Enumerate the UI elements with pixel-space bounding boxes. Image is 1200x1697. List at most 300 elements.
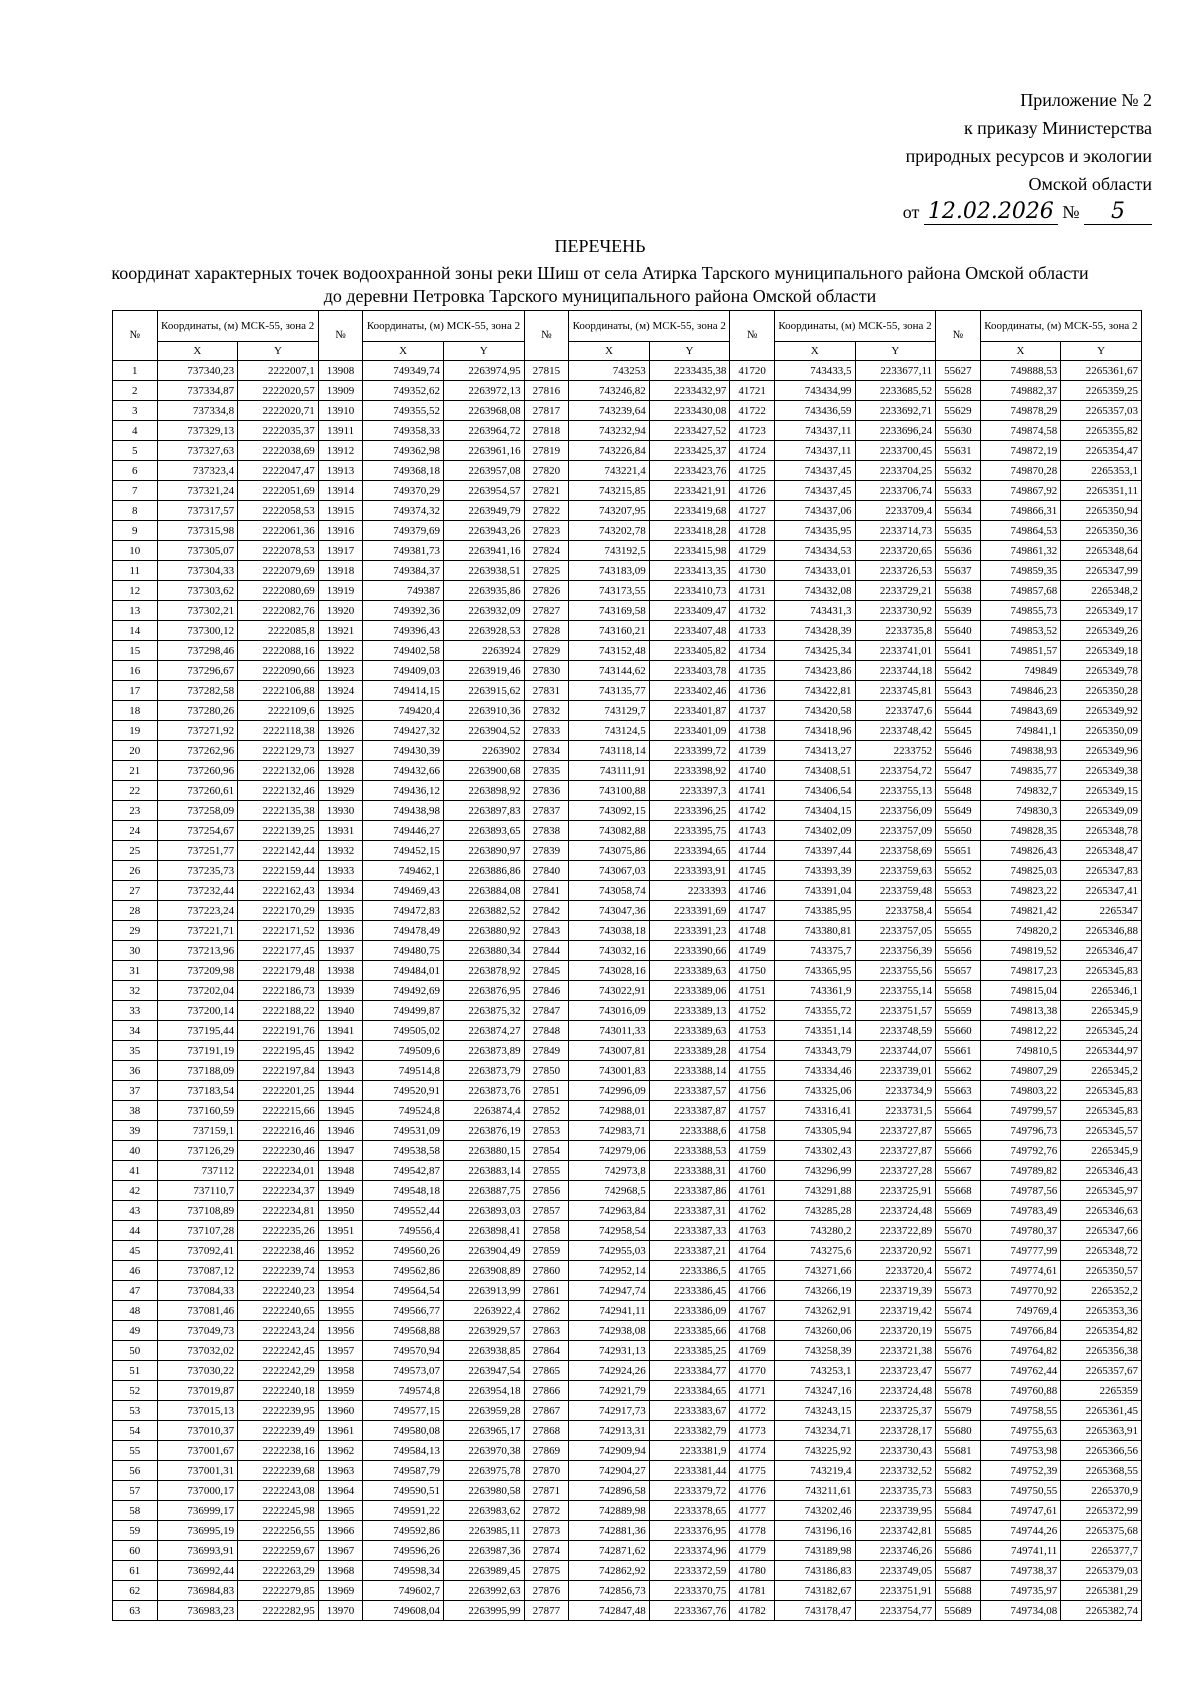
point-num-cell: 39	[113, 1121, 158, 1141]
x-coord-cell: 742871,62	[569, 1541, 650, 1561]
x-coord-cell: 743075,86	[569, 841, 650, 861]
x-coord-cell: 743253	[569, 361, 650, 381]
x-coord-cell: 742909,94	[569, 1441, 650, 1461]
y-coord-cell: 2233730,43	[855, 1441, 936, 1461]
x-coord-cell: 749755,63	[980, 1421, 1061, 1441]
point-num-cell: 41752	[730, 1001, 775, 1021]
y-coord-cell: 2263902	[443, 741, 524, 761]
table-row	[113, 521, 1142, 541]
y-coord-cell: 2263880,34	[443, 941, 524, 961]
x-coord-cell: 749573,07	[363, 1361, 444, 1381]
y-coord-cell: 2222177,45	[238, 941, 319, 961]
point-num-cell: 55687	[936, 1561, 981, 1581]
point-num-cell: 55628	[936, 381, 981, 401]
x-coord-cell: 749587,79	[363, 1461, 444, 1481]
y-coord-cell: 2233435,38	[649, 361, 730, 381]
x-coord-cell: 749484,01	[363, 961, 444, 981]
y-coord-cell: 2265345,9	[1061, 1001, 1142, 1021]
x-coord-cell: 737188,09	[157, 1061, 238, 1081]
x-coord-cell: 749792,76	[980, 1141, 1061, 1161]
x-coord-cell: 742931,13	[569, 1341, 650, 1361]
x-coord-cell: 743365,95	[774, 961, 855, 981]
y-coord-cell: 2265347	[1061, 901, 1142, 921]
point-num-cell: 27855	[524, 1161, 569, 1181]
x-coord-cell: 736999,17	[157, 1501, 238, 1521]
y-coord-cell: 2263949,79	[443, 501, 524, 521]
y-coord-cell: 2233393,91	[649, 861, 730, 881]
y-coord-cell: 2233704,25	[855, 461, 936, 481]
y-coord-cell: 2233387,31	[649, 1201, 730, 1221]
num-header: №	[524, 311, 569, 361]
x-coord-cell: 749758,55	[980, 1401, 1061, 1421]
point-num-cell: 41758	[730, 1121, 775, 1141]
y-coord-cell: 2263880,15	[443, 1141, 524, 1161]
point-num-cell: 55689	[936, 1601, 981, 1621]
y-coord-cell: 2233751,57	[855, 1001, 936, 1021]
y-coord-cell: 2263908,89	[443, 1261, 524, 1281]
x-coord-cell: 749436,12	[363, 781, 444, 801]
point-num-cell: 27822	[524, 501, 569, 521]
x-coord-cell: 749770,92	[980, 1281, 1061, 1301]
point-num-cell: 37	[113, 1081, 158, 1101]
y-coord-cell: 2263938,85	[443, 1341, 524, 1361]
point-num-cell: 55639	[936, 601, 981, 621]
point-num-cell: 41735	[730, 661, 775, 681]
x-header: X	[363, 342, 444, 361]
x-coord-cell: 737327,63	[157, 441, 238, 461]
y-coord-cell: 2222162,43	[238, 881, 319, 901]
y-coord-cell: 2233391,69	[649, 901, 730, 921]
point-num-cell: 27866	[524, 1381, 569, 1401]
y-coord-cell: 2233727,87	[855, 1141, 936, 1161]
x-coord-cell: 749538,58	[363, 1141, 444, 1161]
table-row	[113, 881, 1142, 901]
table-row	[113, 1221, 1142, 1241]
point-num-cell: 41759	[730, 1141, 775, 1161]
y-coord-cell: 2265354,47	[1061, 441, 1142, 461]
x-coord-cell: 743355,72	[774, 1001, 855, 1021]
point-num-cell: 27833	[524, 721, 569, 741]
point-num-cell: 27841	[524, 881, 569, 901]
y-coord-cell: 2263897,83	[443, 801, 524, 821]
y-coord-cell: 2233692,71	[855, 401, 936, 421]
point-num-cell: 55656	[936, 941, 981, 961]
x-coord-cell: 742958,54	[569, 1221, 650, 1241]
y-coord-cell: 2263890,97	[443, 841, 524, 861]
x-coord-cell: 737191,19	[157, 1041, 238, 1061]
x-coord-cell: 749861,32	[980, 541, 1061, 561]
num-header: №	[730, 311, 775, 361]
point-num-cell: 55677	[936, 1361, 981, 1381]
y-coord-cell: 2265357,03	[1061, 401, 1142, 421]
point-num-cell: 55629	[936, 401, 981, 421]
table-row	[113, 581, 1142, 601]
point-num-cell: 27	[113, 881, 158, 901]
point-num-cell: 27844	[524, 941, 569, 961]
y-coord-cell: 2265372,99	[1061, 1501, 1142, 1521]
point-num-cell: 27826	[524, 581, 569, 601]
point-num-cell: 41755	[730, 1061, 775, 1081]
y-coord-cell: 2222020,57	[238, 381, 319, 401]
x-coord-cell: 737251,77	[157, 841, 238, 861]
point-num-cell: 27821	[524, 481, 569, 501]
x-coord-cell: 749492,69	[363, 981, 444, 1001]
point-num-cell: 55650	[936, 821, 981, 841]
point-num-cell: 41760	[730, 1161, 775, 1181]
point-num-cell: 27825	[524, 561, 569, 581]
y-coord-cell: 2233756,39	[855, 941, 936, 961]
point-num-cell: 27852	[524, 1101, 569, 1121]
point-num-cell: 41730	[730, 561, 775, 581]
y-coord-cell: 2233401,87	[649, 701, 730, 721]
y-coord-cell: 2233754,72	[855, 761, 936, 781]
point-num-cell: 55665	[936, 1121, 981, 1141]
y-coord-cell: 2263972,13	[443, 381, 524, 401]
point-num-cell: 55630	[936, 421, 981, 441]
y-coord-cell: 2263938,51	[443, 561, 524, 581]
point-num-cell: 23	[113, 801, 158, 821]
y-coord-cell: 2265346,63	[1061, 1201, 1142, 1221]
point-num-cell: 41776	[730, 1481, 775, 1501]
x-coord-cell: 749438,98	[363, 801, 444, 821]
table-row	[113, 481, 1142, 501]
y-coord-cell: 2265349,96	[1061, 741, 1142, 761]
x-coord-cell: 743316,41	[774, 1101, 855, 1121]
table-row	[113, 1181, 1142, 1201]
y-coord-cell: 2233729,21	[855, 581, 936, 601]
y-coord-cell: 2263880,92	[443, 921, 524, 941]
x-coord-cell: 737213,96	[157, 941, 238, 961]
y-header: Y	[238, 342, 319, 361]
y-coord-cell: 2263992,63	[443, 1581, 524, 1601]
point-num-cell: 55647	[936, 761, 981, 781]
document-title: ПЕРЕЧЕНЬ	[554, 236, 646, 256]
point-num-cell: 13	[113, 601, 158, 621]
point-num-cell: 30	[113, 941, 158, 961]
point-num-cell: 41747	[730, 901, 775, 921]
table-row	[113, 441, 1142, 461]
y-coord-cell: 2263922,4	[443, 1301, 524, 1321]
point-num-cell: 27828	[524, 621, 569, 641]
x-coord-cell: 749379,69	[363, 521, 444, 541]
y-coord-cell: 2265359	[1061, 1381, 1142, 1401]
x-coord-cell: 743262,91	[774, 1301, 855, 1321]
y-coord-cell: 2233370,75	[649, 1581, 730, 1601]
point-num-cell: 27859	[524, 1241, 569, 1261]
y-coord-cell: 2263876,19	[443, 1121, 524, 1141]
x-coord-cell: 743169,58	[569, 601, 650, 621]
point-num-cell: 41	[113, 1161, 158, 1181]
y-coord-cell: 2265349,92	[1061, 701, 1142, 721]
y-coord-cell: 2265349,26	[1061, 621, 1142, 641]
y-coord-cell: 2222239,95	[238, 1401, 319, 1421]
x-header: X	[980, 342, 1061, 361]
x-coord-cell: 749552,44	[363, 1201, 444, 1221]
region-line: Омской области	[1028, 174, 1152, 194]
table-row	[113, 401, 1142, 421]
table-row	[113, 1561, 1142, 1581]
point-num-cell: 55651	[936, 841, 981, 861]
x-coord-cell: 749402,58	[363, 641, 444, 661]
point-num-cell: 34	[113, 1021, 158, 1041]
point-num-cell: 27845	[524, 961, 569, 981]
y-coord-cell: 2233746,26	[855, 1541, 936, 1561]
x-coord-cell: 749828,35	[980, 821, 1061, 841]
x-coord-cell: 743418,96	[774, 721, 855, 741]
x-coord-cell: 749430,39	[363, 741, 444, 761]
table-row	[113, 1381, 1142, 1401]
y-coord-cell: 2265350,36	[1061, 521, 1142, 541]
x-coord-cell: 749882,37	[980, 381, 1061, 401]
x-coord-cell: 743173,55	[569, 581, 650, 601]
x-coord-cell: 743391,04	[774, 881, 855, 901]
point-num-cell: 27869	[524, 1441, 569, 1461]
point-num-cell: 27817	[524, 401, 569, 421]
point-num-cell: 55640	[936, 621, 981, 641]
y-coord-cell: 2233759,48	[855, 881, 936, 901]
point-num-cell: 13940	[318, 1001, 363, 1021]
y-coord-cell: 2233410,73	[649, 581, 730, 601]
x-coord-cell: 737108,89	[157, 1201, 238, 1221]
x-coord-cell: 743207,95	[569, 501, 650, 521]
point-num-cell: 41754	[730, 1041, 775, 1061]
y-coord-cell: 2263876,95	[443, 981, 524, 1001]
point-num-cell: 41722	[730, 401, 775, 421]
x-coord-cell: 749753,98	[980, 1441, 1061, 1461]
x-coord-cell: 749562,86	[363, 1261, 444, 1281]
y-coord-cell: 2233382,79	[649, 1421, 730, 1441]
x-coord-cell: 737202,04	[157, 981, 238, 1001]
y-coord-cell: 2233401,09	[649, 721, 730, 741]
point-num-cell: 27848	[524, 1021, 569, 1041]
ministry-line: природных ресурсов и экологии	[905, 146, 1152, 166]
point-num-cell: 55654	[936, 901, 981, 921]
point-num-cell: 41762	[730, 1201, 775, 1221]
y-coord-cell: 2233415,98	[649, 541, 730, 561]
x-coord-cell: 749821,42	[980, 901, 1061, 921]
y-coord-cell: 2233397,3	[649, 781, 730, 801]
point-num-cell: 27857	[524, 1201, 569, 1221]
x-coord-cell: 737092,41	[157, 1241, 238, 1261]
table-row	[113, 1461, 1142, 1481]
x-coord-cell: 737200,14	[157, 1001, 238, 1021]
x-coord-cell: 749462,1	[363, 861, 444, 881]
table-row	[113, 1061, 1142, 1081]
x-coord-cell: 749384,37	[363, 561, 444, 581]
x-coord-cell: 743100,88	[569, 781, 650, 801]
x-coord-cell: 743433,01	[774, 561, 855, 581]
x-coord-cell: 749734,08	[980, 1601, 1061, 1621]
x-coord-cell: 749427,32	[363, 721, 444, 741]
table-row	[113, 1361, 1142, 1381]
point-num-cell: 59	[113, 1521, 158, 1541]
y-coord-cell: 2265347,66	[1061, 1221, 1142, 1241]
point-num-cell: 41742	[730, 801, 775, 821]
x-coord-cell: 742988,01	[569, 1101, 650, 1121]
y-coord-cell: 2263898,92	[443, 781, 524, 801]
x-coord-cell: 743437,45	[774, 461, 855, 481]
y-coord-cell: 2233383,67	[649, 1401, 730, 1421]
y-coord-cell: 2265349,38	[1061, 761, 1142, 781]
y-coord-cell: 2265346,47	[1061, 941, 1142, 961]
point-num-cell: 41775	[730, 1461, 775, 1481]
table-row	[113, 1441, 1142, 1461]
x-coord-cell: 749819,52	[980, 941, 1061, 961]
x-coord-cell: 749783,49	[980, 1201, 1061, 1221]
y-coord-cell: 2265348,78	[1061, 821, 1142, 841]
table-row	[113, 641, 1142, 661]
y-coord-cell: 2233677,11	[855, 361, 936, 381]
point-num-cell: 41753	[730, 1021, 775, 1041]
x-coord-cell: 743271,66	[774, 1261, 855, 1281]
document-subtitle-line1: координат характерных точек водоохранной зоны реки Шиш от села Атирка Тарского муниципального района Омской области	[111, 263, 1089, 283]
table-row	[113, 1141, 1142, 1161]
y-coord-cell: 2233724,48	[855, 1381, 936, 1401]
table-row	[113, 1481, 1142, 1501]
point-num-cell: 27868	[524, 1421, 569, 1441]
x-coord-cell: 743380,81	[774, 921, 855, 941]
point-num-cell: 27873	[524, 1521, 569, 1541]
point-num-cell: 6	[113, 461, 158, 481]
x-coord-cell: 749817,23	[980, 961, 1061, 981]
x-coord-cell: 737081,46	[157, 1301, 238, 1321]
x-coord-cell: 749414,15	[363, 681, 444, 701]
y-coord-cell: 2263915,62	[443, 681, 524, 701]
table-row	[113, 661, 1142, 681]
table-row	[113, 741, 1142, 761]
table-row	[113, 1041, 1142, 1061]
table-row	[113, 561, 1142, 581]
y-coord-cell: 2233758,4	[855, 901, 936, 921]
y-coord-cell: 2233389,63	[649, 1021, 730, 1041]
y-coord-cell: 2233744,07	[855, 1041, 936, 1061]
point-num-cell: 60	[113, 1541, 158, 1561]
y-coord-cell: 2265346,88	[1061, 921, 1142, 941]
appendix-title: Приложение № 2	[1020, 90, 1152, 110]
point-num-cell: 27823	[524, 521, 569, 541]
x-coord-cell: 743111,91	[569, 761, 650, 781]
y-coord-cell: 2263929,57	[443, 1321, 524, 1341]
y-coord-cell: 2263989,45	[443, 1561, 524, 1581]
point-num-cell: 32	[113, 981, 158, 1001]
y-coord-cell: 2233384,77	[649, 1361, 730, 1381]
x-coord-cell: 749387	[363, 581, 444, 601]
y-coord-cell: 2263959,28	[443, 1401, 524, 1421]
point-num-cell: 13922	[318, 641, 363, 661]
point-num-cell: 2	[113, 381, 158, 401]
x-coord-cell: 749855,73	[980, 601, 1061, 621]
point-num-cell: 41770	[730, 1361, 775, 1381]
x-coord-cell: 749499,87	[363, 1001, 444, 1021]
point-num-cell: 55681	[936, 1441, 981, 1461]
x-coord-cell: 749509,6	[363, 1041, 444, 1061]
y-coord-cell: 2233386,09	[649, 1301, 730, 1321]
y-coord-cell: 2265355,82	[1061, 421, 1142, 441]
x-coord-cell: 743032,16	[569, 941, 650, 961]
x-coord-cell: 749469,43	[363, 881, 444, 901]
x-coord-cell: 743246,82	[569, 381, 650, 401]
point-num-cell: 55671	[936, 1241, 981, 1261]
point-num-cell: 13967	[318, 1541, 363, 1561]
point-num-cell: 13933	[318, 861, 363, 881]
x-coord-cell: 743239,64	[569, 401, 650, 421]
point-num-cell: 55662	[936, 1061, 981, 1081]
point-num-cell: 13963	[318, 1461, 363, 1481]
x-coord-cell: 743258,39	[774, 1341, 855, 1361]
coord-header: Координаты, (м) МСК-55, зона 2	[774, 311, 935, 342]
y-coord-cell: 2222243,08	[238, 1481, 319, 1501]
y-coord-cell: 2222051,69	[238, 481, 319, 501]
x-coord-cell: 749472,83	[363, 901, 444, 921]
y-coord-cell: 2265382,74	[1061, 1601, 1142, 1621]
y-coord-cell: 2265348,47	[1061, 841, 1142, 861]
x-coord-cell: 749810,5	[980, 1041, 1061, 1061]
y-coord-cell: 2222047,47	[238, 461, 319, 481]
table-body	[113, 361, 1142, 1621]
x-coord-cell: 742979,06	[569, 1141, 650, 1161]
y-coord-cell: 2233421,91	[649, 481, 730, 501]
y-coord-cell: 2222078,53	[238, 541, 319, 561]
y-coord-cell: 2263935,86	[443, 581, 524, 601]
x-coord-cell: 743404,15	[774, 801, 855, 821]
y-coord-cell: 2265348,64	[1061, 541, 1142, 561]
number-prefix: №	[1062, 202, 1080, 222]
y-coord-cell: 2263874,4	[443, 1101, 524, 1121]
point-num-cell: 55635	[936, 521, 981, 541]
y-coord-cell: 2265344,97	[1061, 1041, 1142, 1061]
point-num-cell: 13958	[318, 1361, 363, 1381]
point-num-cell: 41763	[730, 1221, 775, 1241]
point-num-cell: 13942	[318, 1041, 363, 1061]
x-coord-cell: 742983,71	[569, 1121, 650, 1141]
point-num-cell: 5	[113, 441, 158, 461]
x-coord-cell: 743001,83	[569, 1061, 650, 1081]
point-num-cell: 45	[113, 1241, 158, 1261]
x-coord-cell: 743196,16	[774, 1521, 855, 1541]
point-num-cell: 27819	[524, 441, 569, 461]
point-num-cell: 55653	[936, 881, 981, 901]
point-num-cell: 27865	[524, 1361, 569, 1381]
y-coord-cell: 2222243,24	[238, 1321, 319, 1341]
y-coord-cell: 2263928,53	[443, 621, 524, 641]
table-row	[113, 621, 1142, 641]
x-coord-cell: 749799,57	[980, 1101, 1061, 1121]
y-coord-cell: 2233723,47	[855, 1361, 936, 1381]
y-coord-cell: 2233731,5	[855, 1101, 936, 1121]
handwritten-date: 12.02.2026	[924, 200, 1058, 225]
x-coord-cell: 742924,26	[569, 1361, 650, 1381]
point-num-cell: 13936	[318, 921, 363, 941]
point-num-cell: 55631	[936, 441, 981, 461]
y-coord-cell: 2263873,79	[443, 1061, 524, 1081]
point-num-cell: 41738	[730, 721, 775, 741]
x-coord-cell: 749741,11	[980, 1541, 1061, 1561]
point-num-cell: 24	[113, 821, 158, 841]
y-coord-cell: 2265349,09	[1061, 801, 1142, 821]
x-coord-cell: 749762,44	[980, 1361, 1061, 1381]
y-coord-cell: 2233387,57	[649, 1081, 730, 1101]
x-header: X	[569, 342, 650, 361]
y-coord-cell: 2265381,29	[1061, 1581, 1142, 1601]
point-num-cell: 13956	[318, 1321, 363, 1341]
point-num-cell: 27860	[524, 1261, 569, 1281]
x-coord-cell: 743305,94	[774, 1121, 855, 1141]
table-subheader-row	[113, 342, 1142, 361]
y-coord-cell: 2233727,87	[855, 1121, 936, 1141]
point-num-cell: 13924	[318, 681, 363, 701]
y-coord-cell: 2222020,71	[238, 401, 319, 421]
point-num-cell: 19	[113, 721, 158, 741]
